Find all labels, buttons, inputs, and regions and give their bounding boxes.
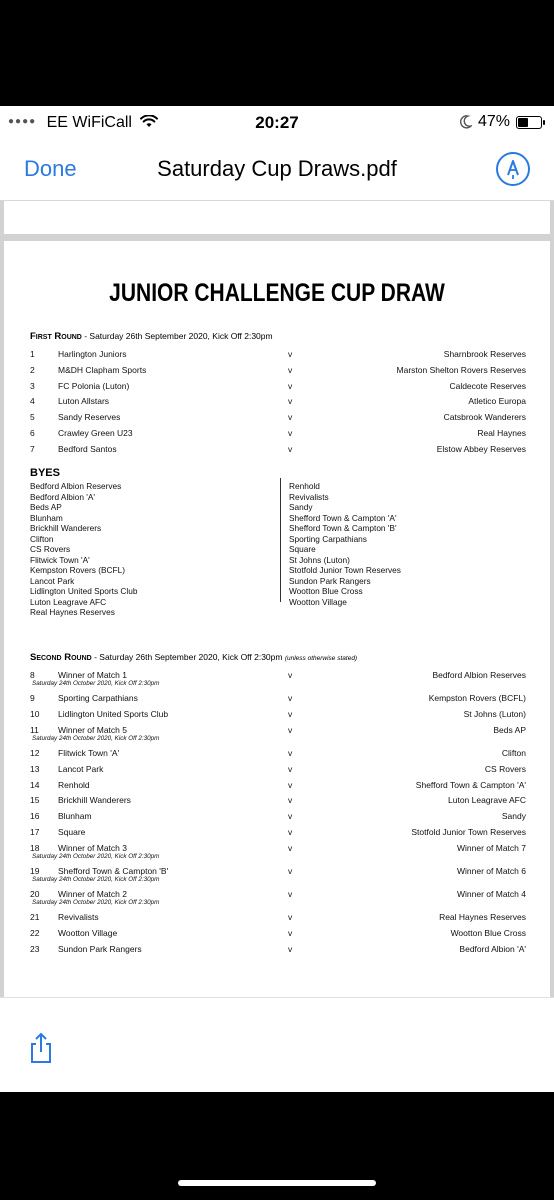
match-row [30, 709, 526, 721]
away-team: Real Haynes Reserves [439, 912, 526, 923]
match-number: 4 [30, 396, 35, 407]
home-team: Lidlington United Sports Club [58, 709, 169, 719]
away-team: Winner of Match 6 [457, 866, 526, 876]
match-number: 23 [30, 944, 40, 954]
page-title: JUNIOR CHALLENGE CUP DRAW [109, 279, 445, 307]
match-row [30, 444, 526, 456]
match-row [30, 944, 526, 956]
versus-label: v [288, 842, 293, 853]
match-number: 21 [30, 912, 40, 923]
away-team: Marston Shelton Rovers Reserves [396, 364, 526, 375]
away-team: Winner of Match 7 [457, 842, 526, 853]
versus-label: v [288, 428, 293, 438]
away-team: Kempston Rovers (BCFL) [428, 693, 526, 704]
away-team: Bedford Albion 'A' [459, 944, 526, 954]
nav-bar [0, 140, 554, 201]
versus-label: v [288, 827, 293, 837]
match-number: 1 [30, 349, 35, 359]
match-number: 6 [30, 428, 35, 438]
match-date-note: Saturday 24th October 2020, Kick Off 2:30pm [32, 876, 160, 883]
ios-screen [0, 106, 554, 1092]
away-team: Sandy [501, 811, 526, 822]
away-team: Wootton Blue Cross [450, 928, 526, 939]
bye-team: Lancot Park [30, 575, 75, 586]
match-number: 16 [30, 811, 40, 822]
versus-label: v [288, 763, 293, 774]
battery-percent: 47% [477, 113, 510, 130]
versus-label: v [288, 380, 293, 391]
byes-right-column [289, 481, 401, 607]
match-number: 19 [30, 866, 40, 876]
home-team: M&DH Clapham Sports [58, 364, 147, 375]
versus-label: v [288, 670, 293, 680]
bye-team: Wootton Blue Cross [289, 586, 363, 596]
versus-label: v [288, 912, 293, 923]
match-row [30, 795, 526, 807]
home-team: Square [58, 827, 86, 837]
away-team: Clifton [501, 748, 526, 758]
home-team: Sporting Carpathians [58, 693, 138, 704]
away-team: Real Haynes [477, 428, 526, 438]
match-number: 11 [30, 724, 39, 735]
home-indicator[interactable] [178, 1180, 376, 1186]
bye-team: CS Rovers [30, 544, 71, 554]
versus-label: v [288, 795, 293, 806]
match-number: 15 [30, 795, 40, 806]
away-team: Stotfold Junior Town Reserves [411, 827, 526, 837]
bye-team: Square [289, 544, 316, 554]
match-row [30, 764, 526, 776]
versus-label: v [288, 944, 293, 954]
home-team: Luton Allstars [58, 396, 110, 407]
bye-team: Revivalists [289, 491, 329, 502]
away-team: Atletico Europa [468, 396, 526, 407]
home-team: Blunham [58, 811, 92, 822]
match-number: 14 [30, 779, 40, 790]
bye-team: Shefford Town & Campton 'A' [289, 512, 397, 523]
away-team: Winner of Match 4 [457, 889, 526, 900]
moon-icon [460, 115, 472, 129]
carrier-label: EE WiFiCall [46, 114, 132, 131]
match-number: 17 [30, 827, 40, 837]
match-row [30, 396, 526, 408]
battery-icon [516, 116, 542, 129]
home-team: Winner of Match 3 [58, 842, 127, 853]
home-team: Winner of Match 1 [58, 670, 127, 680]
bye-team: Bedford Albion 'A' [30, 491, 95, 502]
bye-team: Kempston Rovers (BCFL) [30, 565, 125, 575]
bye-team: Wootton Village [289, 596, 347, 607]
away-team: Bedford Albion Reserves [432, 670, 526, 680]
status-bar [0, 106, 554, 140]
bye-team: Brickhill Wanderers [30, 523, 102, 533]
away-team: CS Rovers [484, 763, 526, 774]
byes-title: BYES [30, 467, 60, 479]
versus-label: v [288, 866, 293, 876]
versus-label: v [288, 364, 293, 375]
match-number: 2 [30, 364, 35, 375]
pdf-viewer[interactable] [0, 201, 554, 997]
away-team: Luton Leagrave AFC [448, 795, 526, 806]
away-team: Shefford Town & Campton 'A' [415, 779, 526, 790]
previous-page-edge [4, 201, 550, 234]
bye-team: Renhold [289, 481, 320, 491]
versus-label: v [288, 709, 293, 719]
first-round-label: First Round [30, 331, 82, 342]
away-team: Caldecote Reserves [449, 380, 526, 391]
match-number: 10 [30, 709, 40, 719]
home-team: Shefford Town & Campton 'B' [58, 866, 169, 876]
bye-team: Sundon Park Rangers [289, 575, 371, 586]
bottom-toolbar [0, 997, 554, 1092]
match-date-note: Saturday 24th October 2020, Kick Off 2:30pm [32, 734, 160, 742]
versus-label: v [288, 443, 293, 454]
match-number: 7 [30, 443, 35, 454]
home-team: Winner of Match 2 [58, 889, 127, 900]
byes-left-column [30, 481, 137, 618]
match-row [30, 928, 526, 940]
match-number: 18 [30, 842, 40, 853]
bye-team: Clifton [30, 533, 54, 544]
bye-team: Blunham [30, 512, 63, 523]
versus-label: v [288, 396, 293, 407]
second-round-info: - Saturday 26th September 2020, Kick Off 2:30pm [91, 652, 283, 662]
bye-team: Sandy [289, 502, 313, 512]
match-row [30, 827, 526, 839]
match-row [30, 365, 526, 377]
home-team: Winner of Match 5 [58, 724, 127, 735]
status-time: 20:27 [255, 113, 299, 132]
versus-label: v [288, 889, 293, 900]
versus-label: v [288, 412, 293, 423]
bye-team: Sporting Carpathians [289, 533, 367, 544]
document-title: Saturday Cup Draws.pdf [157, 156, 397, 181]
match-number: 8 [30, 670, 35, 680]
bye-team: Stotfold Junior Town Reserves [289, 565, 401, 575]
bye-team: St Johns (Luton) [289, 554, 350, 565]
home-team: FC Polonia (Luton) [58, 380, 130, 391]
home-team: Harlington Juniors [58, 349, 127, 359]
match-row [30, 780, 526, 792]
pdf-page [4, 241, 550, 997]
versus-label: v [288, 724, 293, 735]
first-round-info: - Saturday 26th September 2020, Kick Off 2:30pm [81, 331, 273, 341]
signal-dots-icon: ●●●● [8, 116, 37, 127]
bye-team: Lidlington United Sports Club [30, 586, 138, 596]
versus-label: v [288, 928, 293, 939]
match-row [30, 748, 526, 760]
bye-team: Beds AP [30, 502, 62, 512]
home-team: Bedford Santos [58, 443, 117, 454]
match-row [30, 912, 526, 924]
home-team: Sundon Park Rangers [58, 944, 142, 954]
first-round-heading [30, 331, 273, 342]
home-team: Sandy Reserves [58, 412, 121, 423]
match-row [30, 349, 526, 361]
versus-label: v [288, 693, 293, 704]
match-date-note: Saturday 24th October 2020, Kick Off 2:30pm [32, 680, 160, 687]
home-team: Brickhill Wanderers [58, 795, 131, 806]
home-team: Renhold [58, 779, 90, 790]
markup-icon[interactable] [496, 152, 530, 186]
versus-label: v [288, 349, 293, 359]
bye-team: Luton Leagrave AFC [30, 596, 107, 607]
match-number: 3 [30, 380, 35, 391]
bye-team: Bedford Albion Reserves [30, 481, 122, 491]
match-row [30, 381, 526, 393]
match-number: 20 [30, 889, 40, 900]
match-number: 5 [30, 412, 35, 423]
home-team: Crawley Green U23 [58, 428, 133, 438]
match-row [30, 428, 526, 440]
match-number: 22 [30, 928, 40, 939]
away-team: Elstow Abbey Reserves [436, 443, 526, 454]
versus-label: v [288, 811, 293, 822]
away-team: Beds AP [493, 724, 526, 735]
bye-team: Shefford Town & Campton 'B' [289, 523, 397, 533]
done-button[interactable]: Done [24, 156, 77, 181]
versus-label: v [288, 748, 293, 758]
home-team: Revivalists [58, 912, 99, 923]
home-team: Flitwick Town 'A' [58, 748, 120, 758]
bye-team: Flitwick Town 'A' [30, 554, 90, 565]
away-team: Sharnbrook Reserves [443, 349, 526, 359]
away-team: St Johns (Luton) [463, 709, 526, 719]
second-round-label: Second Round [30, 652, 92, 663]
share-icon[interactable] [28, 1032, 54, 1069]
away-team: Catsbrook Wanderers [443, 412, 526, 423]
match-row [30, 693, 526, 705]
match-number: 12 [30, 748, 40, 758]
home-team: Wootton Village [58, 928, 118, 939]
byes-divider [280, 478, 281, 602]
match-row [30, 412, 526, 424]
match-number: 9 [30, 693, 35, 704]
home-team: Lancot Park [58, 763, 104, 774]
status-right [460, 113, 542, 131]
second-round-note: (unless otherwise stated) [284, 655, 358, 662]
match-date-note: Saturday 24th October 2020, Kick Off 2:30pm [32, 899, 160, 907]
match-number: 13 [30, 763, 40, 774]
versus-label: v [288, 779, 293, 790]
match-date-note: Saturday 24th October 2020, Kick Off 2:30pm [32, 852, 160, 860]
match-row [30, 811, 526, 823]
bye-team: Real Haynes Reserves [30, 607, 115, 617]
second-round-heading [30, 652, 357, 663]
